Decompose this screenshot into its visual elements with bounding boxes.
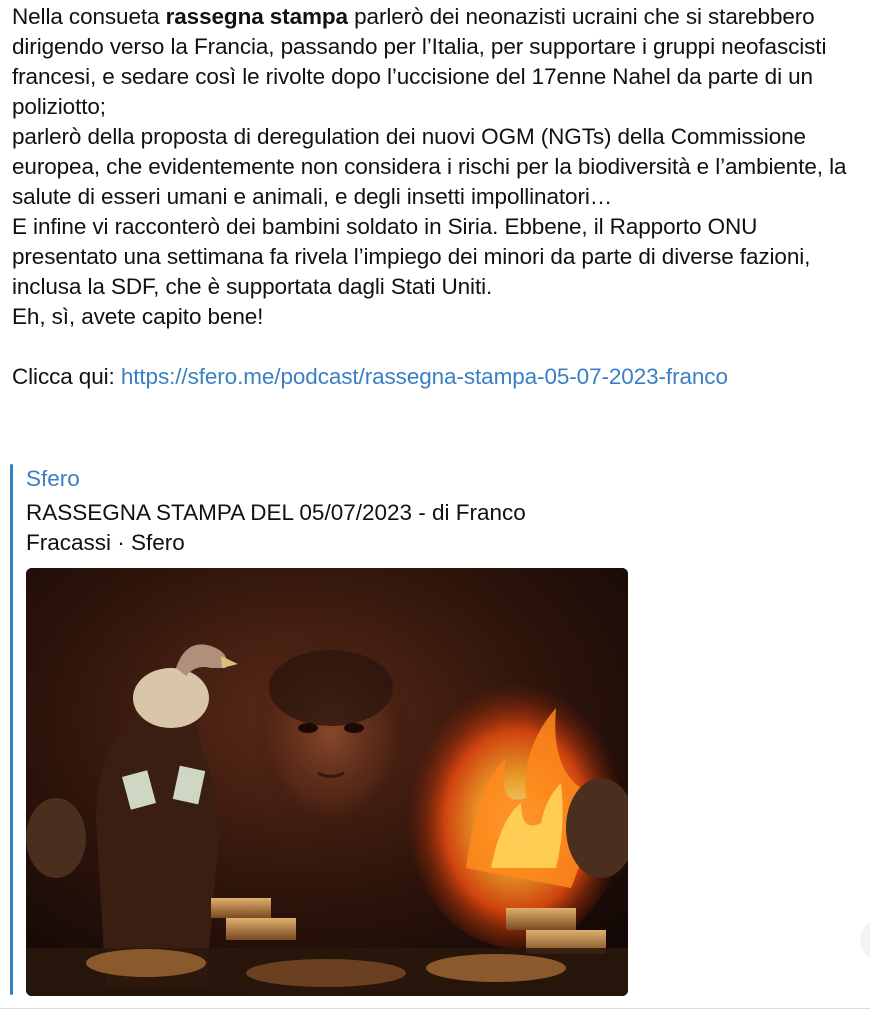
preview-title-line-2: Fracassi · Sfero — [26, 530, 185, 555]
paragraph-ogm: parlerò della proposta di deregulation dei nuovi OGM (NGTs) della Commissione europea, che evidentemente non considera i rischi per la biodiversità e l’ambiente, la salute di esseri umani e animali, e degli insetti impollinatori… — [12, 124, 847, 209]
scroll-button[interactable] — [862, 920, 870, 960]
bottom-divider — [0, 1008, 870, 1009]
link-preview[interactable] — [10, 462, 630, 997]
paragraph-intro — [12, 2, 862, 122]
podcast-link[interactable]: https://sfero.me/podcast/rassegna-stampa-05-07-2023-franco — [120, 364, 728, 389]
preview-title-line-1: RASSEGNA STAMPA DEL 05/07/2023 - di Franco — [26, 500, 526, 525]
preview-accent-bar — [10, 464, 13, 995]
intro-bold-text: rassegna stampa — [165, 4, 348, 29]
intro-suffix: parlerò dei neonazisti ucraini che si starebbero dirigendo verso la Francia, passando per l’Italia, per supportare i gruppi neofascisti francesi, e sedare così le rivolte dopo l’uccisione del 17enne Nahel da parte di un poliziotto; — [12, 4, 827, 119]
blank-line — [12, 332, 862, 362]
paragraph-siria: E infine vi racconterò dei bambini soldato in Siria. Ebbene, il Rapporto ONU presentato una settimana fa rivela l’impiego dei minori da parte di diverse fazioni, inclusa la SDF, che è supportata dagli Stati Uniti. — [12, 214, 811, 299]
preview-site-name[interactable]: Sfero — [26, 466, 80, 491]
paragraph-cta — [12, 362, 862, 392]
preview-title — [26, 498, 626, 558]
preview-artwork — [26, 568, 628, 996]
preview-image[interactable] — [26, 568, 628, 996]
message-body — [12, 2, 862, 392]
paragraph-closing: Eh, sì, avete capito bene! — [12, 304, 264, 329]
intro-prefix: Nella consueta — [12, 4, 166, 29]
cta-prefix: Clicca qui: — [12, 364, 121, 389]
